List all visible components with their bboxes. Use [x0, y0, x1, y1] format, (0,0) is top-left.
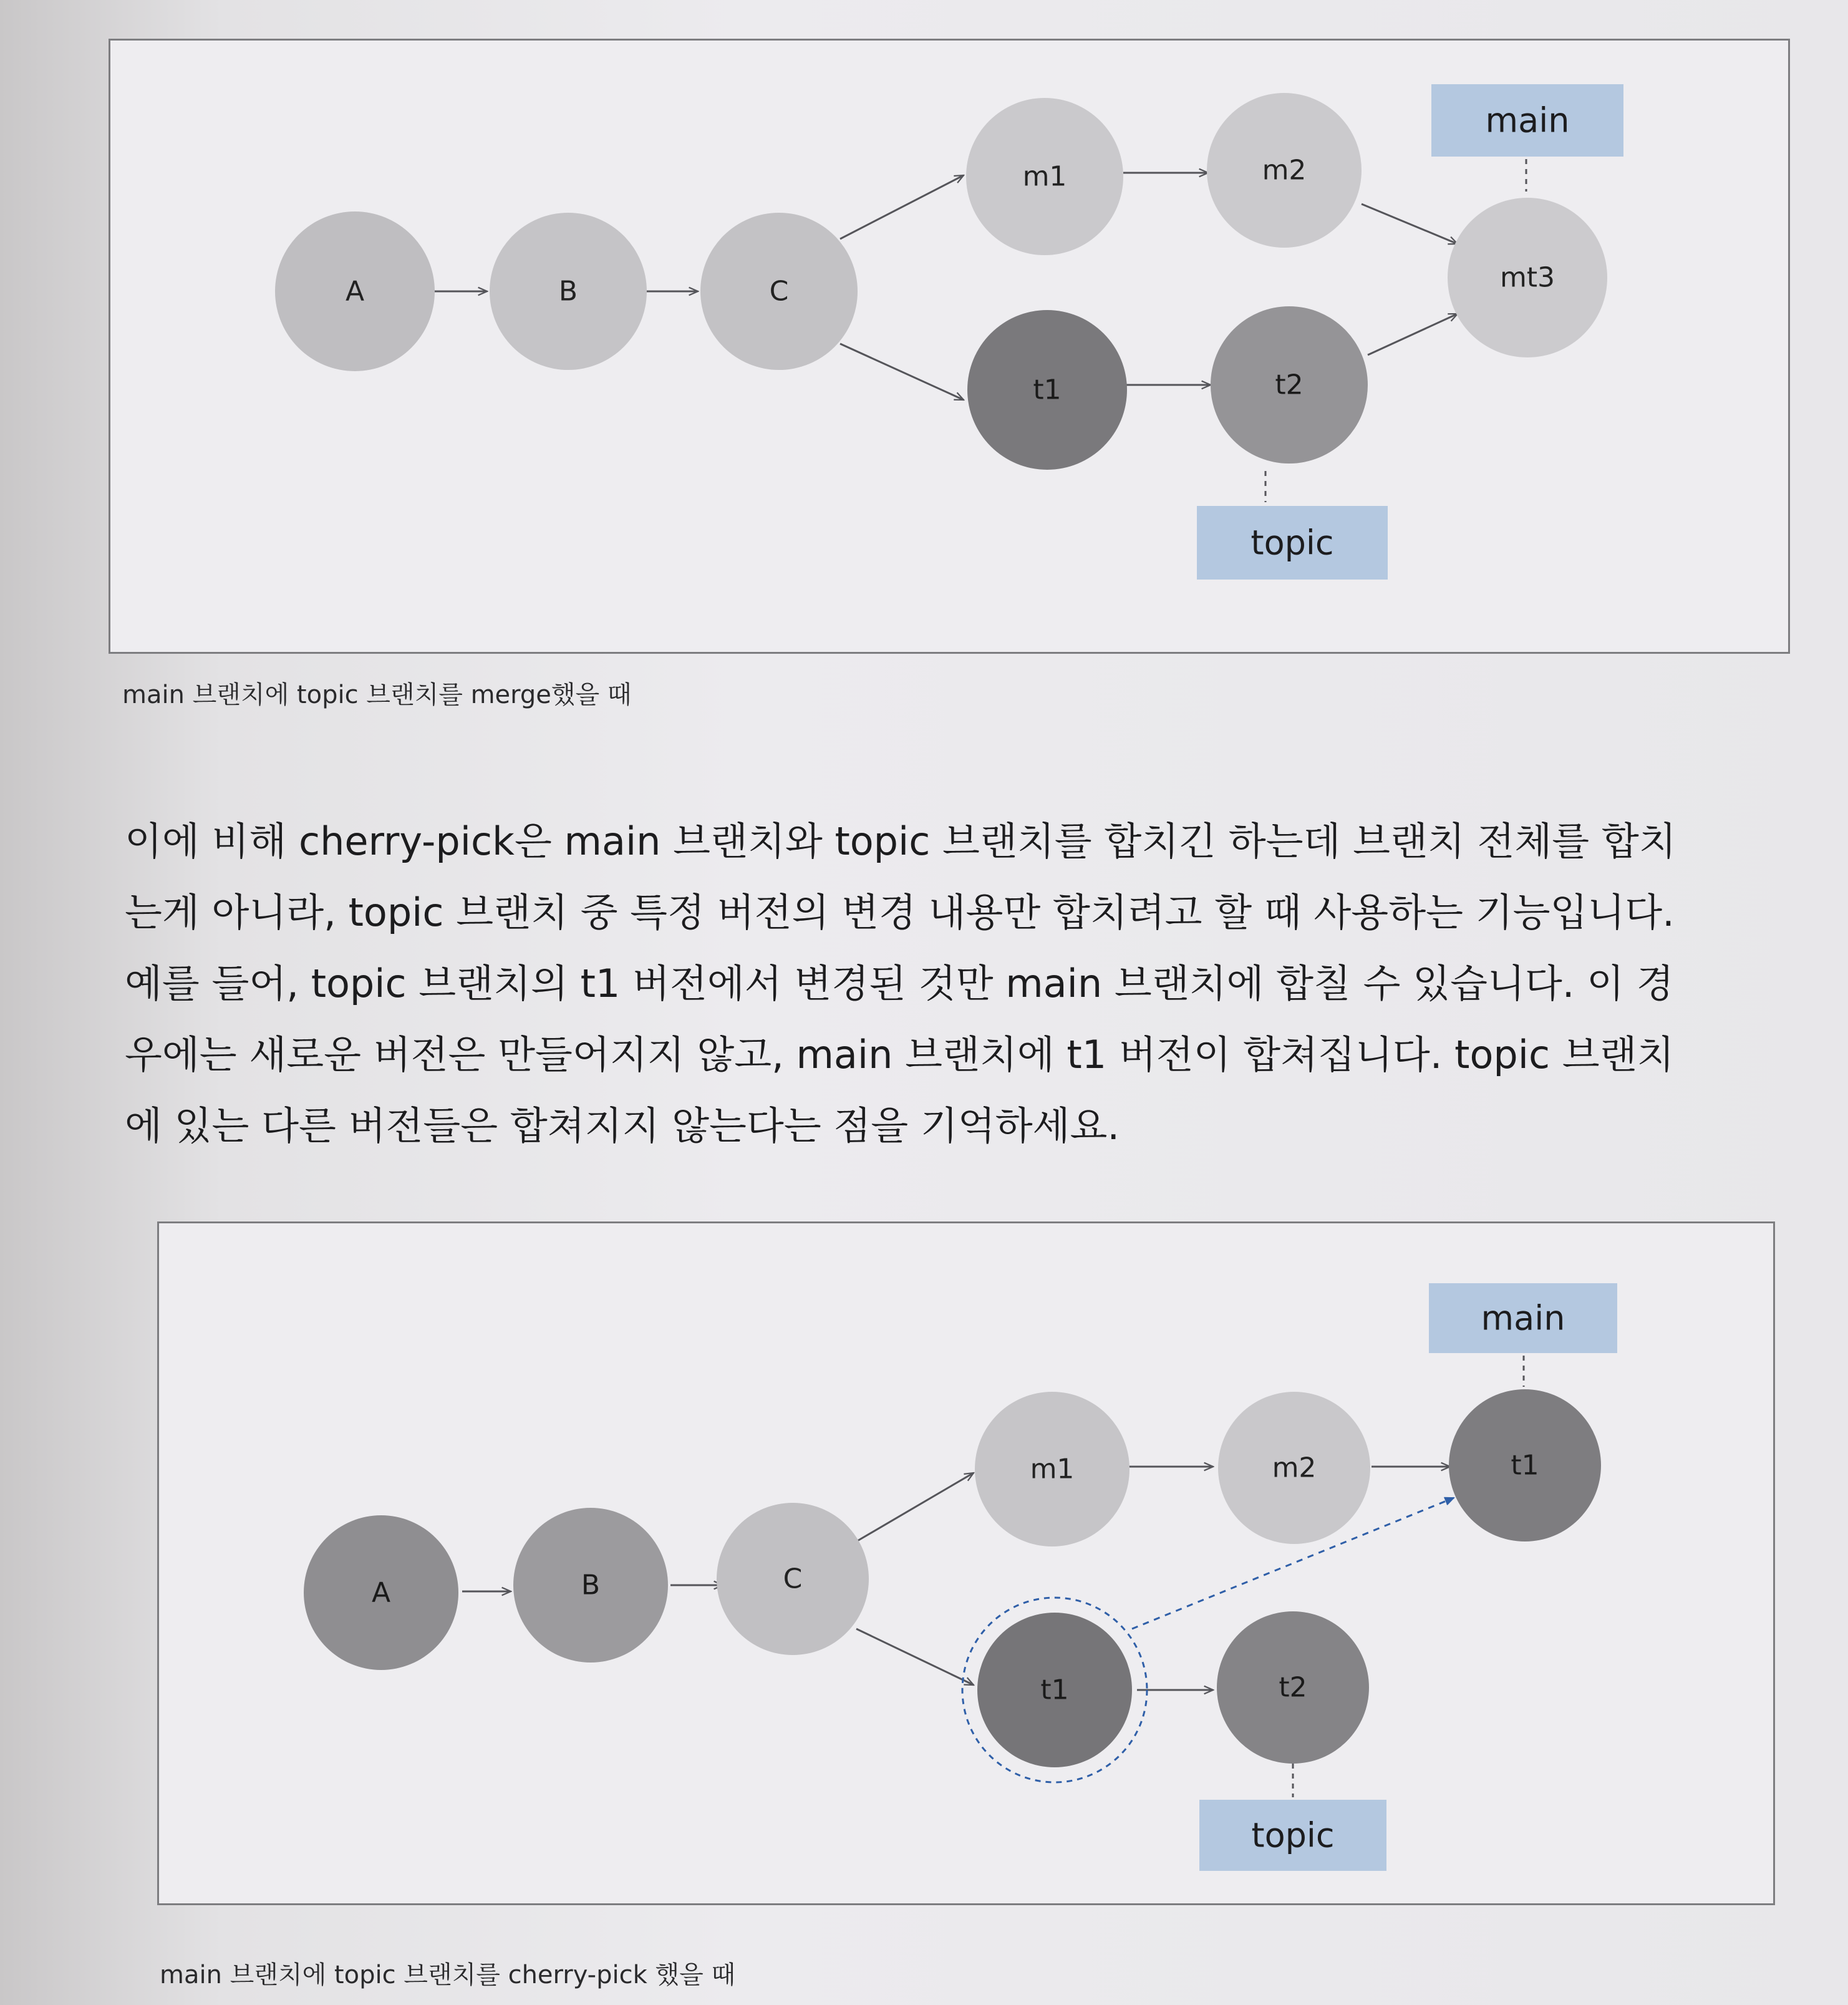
edge-c-t1	[840, 344, 964, 400]
svg-text:topic: topic	[1251, 523, 1334, 563]
svg-text:C: C	[783, 1563, 803, 1595]
svg-text:m2: m2	[1262, 154, 1307, 187]
svg-text:t1: t1	[1040, 1674, 1069, 1706]
edge-t2-mt3	[1368, 314, 1458, 355]
commit-node-c	[717, 1503, 869, 1655]
cherry-pick-diagram	[157, 1221, 1775, 1905]
edge-m2-mt3	[1362, 204, 1458, 244]
commit-node-a	[275, 211, 435, 371]
commit-node-m1	[975, 1392, 1130, 1546]
svg-text:A: A	[345, 275, 365, 308]
cherry-pick-figure-caption: main 브랜치에 topic 브랜치를 cherry-pick 했을 때	[160, 1961, 736, 1989]
svg-text:t2: t2	[1275, 369, 1304, 401]
paragraph-line: 는게 아니라, topic 브랜치 중 특정 버전의 변경 내용만 합치려고 할 때 사용하는 기능입니다.	[125, 890, 1675, 935]
svg-text:t1: t1	[1033, 374, 1062, 406]
paragraph-line: 우에는 새로운 버전은 만들어지지 않고, main 브랜치에 t1 버전이 합쳐집니다. topic 브랜치	[125, 1032, 1675, 1077]
paragraph-line: 예를 들어, topic 브랜치의 t1 버전에서 변경된 것만 main 브랜치에 합칠 수 있습니다. 이 경	[125, 961, 1674, 1006]
svg-text:t2: t2	[1279, 1671, 1307, 1704]
commit-node-t1	[967, 310, 1127, 470]
body-paragraph	[125, 806, 1796, 1162]
commit-node-m1	[966, 98, 1123, 255]
merge-diagram	[109, 39, 1790, 654]
svg-text:B: B	[558, 275, 578, 308]
main-branch-tag	[1431, 84, 1623, 157]
paragraph-line: 이에 비해 cherry-pick은 main 브랜치와 topic 브랜치를 합치긴 하는데 브랜치 전체를 합치	[125, 818, 1676, 864]
svg-text:main: main	[1485, 100, 1570, 140]
commit-node-mt3	[1448, 198, 1607, 357]
edge-c-m1	[840, 175, 964, 239]
svg-text:m1: m1	[1030, 1453, 1075, 1485]
commit-node-b	[490, 213, 647, 370]
commit-node-a	[304, 1515, 458, 1670]
commit-node-t1	[977, 1613, 1132, 1767]
svg-text:t1: t1	[1511, 1449, 1539, 1482]
svg-text:mt3: mt3	[1499, 261, 1555, 294]
svg-text:main: main	[1481, 1298, 1565, 1338]
svg-text:m1: m1	[1022, 160, 1067, 193]
commit-node-m2	[1218, 1392, 1370, 1544]
edge-c-m1	[856, 1473, 974, 1541]
edge-c-t1	[856, 1629, 974, 1685]
svg-text:A: A	[371, 1576, 391, 1609]
commit-node-b	[513, 1508, 668, 1663]
svg-text:m2: m2	[1272, 1452, 1317, 1484]
svg-text:B: B	[581, 1569, 601, 1601]
svg-text:topic: topic	[1251, 1815, 1335, 1855]
svg-text:C: C	[769, 275, 789, 308]
commit-node-t2	[1211, 306, 1368, 464]
commit-node-c	[700, 213, 858, 370]
commit-node-t1-cherry-picked	[1449, 1389, 1601, 1541]
cherry-pick-diagram-svg	[159, 1223, 1773, 1903]
commit-node-t2	[1217, 1611, 1369, 1764]
paragraph-line: 에 있는 다른 버전들은 합쳐지지 않는다는 점을 기억하세요.	[125, 1103, 1120, 1148]
topic-branch-tag	[1199, 1800, 1386, 1871]
commit-node-m2	[1207, 93, 1362, 248]
merge-figure-caption: main 브랜치에 topic 브랜치를 merge했을 때	[122, 681, 632, 709]
main-branch-tag	[1429, 1283, 1617, 1353]
topic-branch-tag	[1197, 506, 1388, 580]
merge-diagram-svg	[110, 41, 1788, 652]
